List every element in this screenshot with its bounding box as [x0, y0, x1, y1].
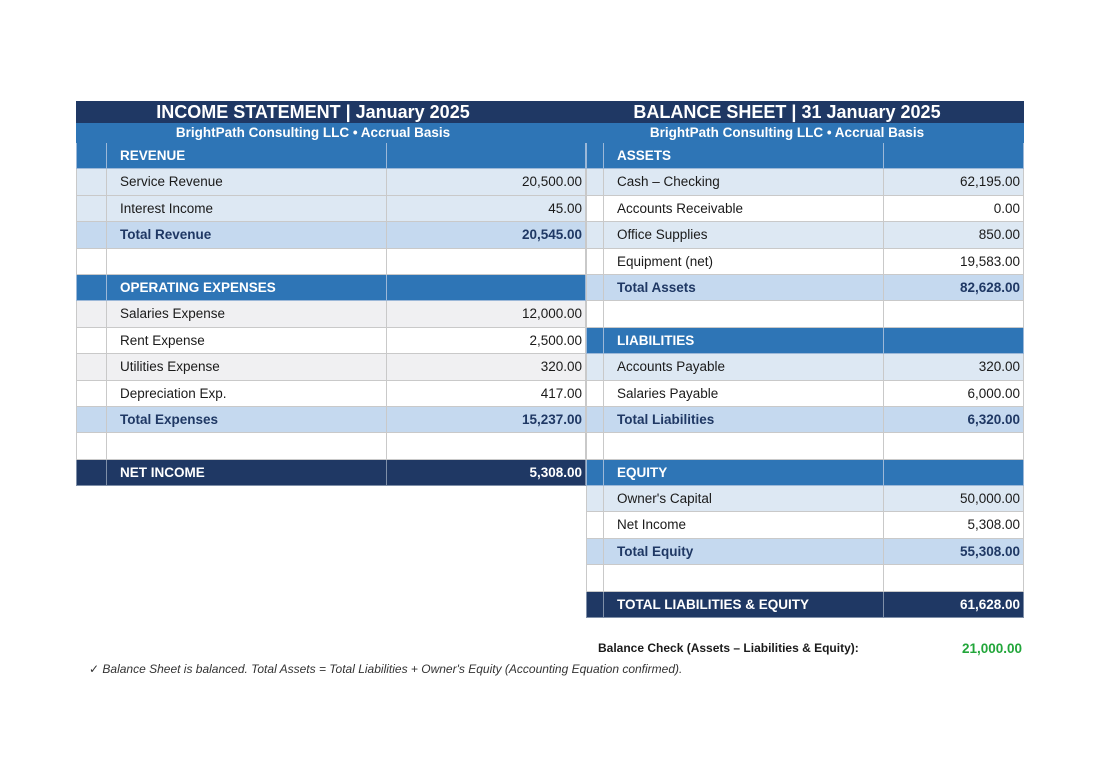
- row-margin-cell[interactable]: [586, 143, 604, 169]
- row-value-cell[interactable]: 55,308.00: [884, 539, 1024, 565]
- row-value-cell[interactable]: [884, 301, 1024, 327]
- income-statement-title: INCOME STATEMENT | January 2025: [156, 102, 470, 122]
- table-row: [76, 169, 586, 195]
- table-row: [76, 143, 586, 169]
- row-margin-cell[interactable]: [586, 354, 604, 380]
- row-margin-cell[interactable]: [76, 301, 107, 327]
- row-value-cell[interactable]: 61,628.00: [884, 592, 1024, 618]
- row-value-cell[interactable]: 850.00: [884, 222, 1024, 248]
- row-value-cell[interactable]: 20,545.00: [387, 222, 586, 248]
- balance-sheet-title: BALANCE SHEET | 31 January 2025: [633, 102, 941, 122]
- row-margin-cell[interactable]: [76, 275, 107, 301]
- row-value-cell[interactable]: [884, 328, 1024, 354]
- table-row: [76, 222, 586, 248]
- table-row: [76, 433, 586, 459]
- table-row: [76, 328, 586, 354]
- row-margin-cell[interactable]: [586, 301, 604, 327]
- row-label-cell[interactable]: Total Revenue: [107, 222, 387, 248]
- table-row: [586, 301, 1024, 327]
- row-label-cell[interactable]: Cash – Checking: [604, 169, 884, 195]
- table-row: [586, 565, 1024, 591]
- table-row: [76, 460, 586, 486]
- table-row: [586, 381, 1024, 407]
- row-label-cell[interactable]: Total Expenses: [107, 407, 387, 433]
- table-row: [586, 512, 1024, 538]
- row-value-cell[interactable]: [387, 249, 586, 275]
- row-margin-cell[interactable]: [586, 486, 604, 512]
- row-value-cell[interactable]: [387, 433, 586, 459]
- row-margin-cell[interactable]: [586, 407, 604, 433]
- row-margin-cell[interactable]: [586, 275, 604, 301]
- row-label-cell[interactable]: Equipment (net): [604, 249, 884, 275]
- row-label-cell[interactable]: Utilities Expense: [107, 354, 387, 380]
- row-value-cell[interactable]: 62,195.00: [884, 169, 1024, 195]
- row-label-cell[interactable]: Office Supplies: [604, 222, 884, 248]
- balance-check: [598, 641, 1022, 656]
- row-margin-cell[interactable]: [586, 249, 604, 275]
- row-margin-cell[interactable]: [76, 381, 107, 407]
- table-row: [76, 196, 586, 222]
- row-label-cell[interactable]: Accounts Payable: [604, 354, 884, 380]
- table-row: [586, 169, 1024, 195]
- income-statement-subtitle: BrightPath Consulting LLC • Accrual Basis: [175, 125, 451, 140]
- row-value-cell[interactable]: 15,237.00: [387, 407, 586, 433]
- row-margin-cell[interactable]: [586, 512, 604, 538]
- row-label-cell[interactable]: [107, 249, 387, 275]
- row-label-cell[interactable]: Salaries Payable: [604, 381, 884, 407]
- row-label-cell[interactable]: Salaries Expense: [107, 301, 387, 327]
- table-row: [586, 249, 1024, 275]
- row-margin-cell[interactable]: [76, 196, 107, 222]
- row-label-cell[interactable]: Interest Income: [107, 196, 387, 222]
- row-label-cell[interactable]: EQUITY: [604, 460, 884, 486]
- row-label-cell[interactable]: NET INCOME: [107, 460, 387, 486]
- table-row: [586, 222, 1024, 248]
- row-label-cell[interactable]: LIABILITIES: [604, 328, 884, 354]
- row-value-cell[interactable]: 320.00: [387, 354, 586, 380]
- row-label-cell[interactable]: Total Equity: [604, 539, 884, 565]
- row-value-cell[interactable]: 6,000.00: [884, 381, 1024, 407]
- table-row: [586, 196, 1024, 222]
- table-row: [76, 275, 586, 301]
- row-margin-cell[interactable]: [586, 328, 604, 354]
- row-margin-cell[interactable]: [586, 592, 604, 618]
- table-row: [76, 354, 586, 380]
- row-margin-cell[interactable]: [586, 381, 604, 407]
- row-value-cell[interactable]: [387, 143, 586, 169]
- row-label-cell[interactable]: Accounts Receivable: [604, 196, 884, 222]
- row-margin-cell[interactable]: [76, 143, 107, 169]
- row-margin-cell[interactable]: [586, 222, 604, 248]
- row-margin-cell[interactable]: [76, 222, 107, 248]
- row-label-cell[interactable]: [604, 433, 884, 459]
- subtitle-bar: [76, 123, 1024, 143]
- row-value-cell[interactable]: 5,308.00: [387, 460, 586, 486]
- income-statement-table: [76, 143, 586, 486]
- row-value-cell[interactable]: [884, 565, 1024, 591]
- row-label-cell[interactable]: Owner's Capital: [604, 486, 884, 512]
- row-margin-cell[interactable]: [76, 354, 107, 380]
- row-margin-cell[interactable]: [76, 249, 107, 275]
- table-row: [586, 275, 1024, 301]
- row-value-cell[interactable]: 2,500.00: [387, 328, 586, 354]
- row-label-cell[interactable]: Total Liabilities: [604, 407, 884, 433]
- row-value-cell[interactable]: 20,500.00: [387, 169, 586, 195]
- row-value-cell[interactable]: 5,308.00: [884, 512, 1024, 538]
- row-value-cell[interactable]: [884, 433, 1024, 459]
- row-label-cell[interactable]: REVENUE: [107, 143, 387, 169]
- table-row: [586, 433, 1024, 459]
- row-value-cell[interactable]: 6,320.00: [884, 407, 1024, 433]
- row-label-cell[interactable]: ASSETS: [604, 143, 884, 169]
- balance-check-label: Balance Check (Assets – Liabilities & Equity):: [598, 641, 859, 655]
- table-row: [586, 539, 1024, 565]
- row-label-cell[interactable]: [604, 565, 884, 591]
- table-row: [586, 407, 1024, 433]
- table-row: [586, 328, 1024, 354]
- row-value-cell[interactable]: [884, 460, 1024, 486]
- row-value-cell[interactable]: 0.00: [884, 196, 1024, 222]
- row-margin-cell[interactable]: [586, 169, 604, 195]
- row-label-cell[interactable]: TOTAL LIABILITIES & EQUITY: [604, 592, 884, 618]
- row-label-cell[interactable]: Total Assets: [604, 275, 884, 301]
- balance-sheet-table: [586, 143, 1024, 618]
- row-value-cell[interactable]: [387, 275, 586, 301]
- row-margin-cell[interactable]: [76, 169, 107, 195]
- table-row: [586, 460, 1024, 486]
- row-label-cell[interactable]: Depreciation Exp.: [107, 381, 387, 407]
- row-label-cell[interactable]: [604, 301, 884, 327]
- table-row: [586, 143, 1024, 169]
- row-label-cell[interactable]: [107, 433, 387, 459]
- row-label-cell[interactable]: Net Income: [604, 512, 884, 538]
- table-row: [586, 486, 1024, 512]
- row-value-cell[interactable]: 320.00: [884, 354, 1024, 380]
- row-margin-cell[interactable]: [586, 565, 604, 591]
- row-margin-cell[interactable]: [76, 407, 107, 433]
- balance-note: ✓ Balance Sheet is balanced. Total Assets = Total Liabilities + Owner's Equity (Accounting Equation confirmed).: [89, 662, 683, 676]
- table-row: [76, 407, 586, 433]
- row-margin-cell[interactable]: [76, 433, 107, 459]
- table-row: [586, 354, 1024, 380]
- table-row: [76, 301, 586, 327]
- balance-check-value: 21,000.00: [961, 641, 1022, 656]
- table-row: [586, 592, 1024, 618]
- balance-sheet-subtitle: BrightPath Consulting LLC • Accrual Basis: [649, 125, 925, 140]
- row-value-cell[interactable]: 19,583.00: [884, 249, 1024, 275]
- table-row: [76, 381, 586, 407]
- row-margin-cell[interactable]: [586, 433, 604, 459]
- row-value-cell[interactable]: [884, 143, 1024, 169]
- row-label-cell[interactable]: OPERATING EXPENSES: [107, 275, 387, 301]
- row-value-cell[interactable]: 82,628.00: [884, 275, 1024, 301]
- row-margin-cell[interactable]: [586, 539, 604, 565]
- row-value-cell[interactable]: 12,000.00: [387, 301, 586, 327]
- row-value-cell[interactable]: 45.00: [387, 196, 586, 222]
- table-row: [76, 249, 586, 275]
- row-margin-cell[interactable]: [586, 196, 604, 222]
- row-label-cell[interactable]: Service Revenue: [107, 169, 387, 195]
- row-label-cell[interactable]: Rent Expense: [107, 328, 387, 354]
- title-bar: [76, 101, 1024, 123]
- financial-statements-sheet: [76, 101, 1024, 663]
- row-margin-cell[interactable]: [586, 460, 604, 486]
- row-value-cell[interactable]: 50,000.00: [884, 486, 1024, 512]
- row-margin-cell[interactable]: [76, 328, 107, 354]
- row-margin-cell[interactable]: [76, 460, 107, 486]
- row-value-cell[interactable]: 417.00: [387, 381, 586, 407]
